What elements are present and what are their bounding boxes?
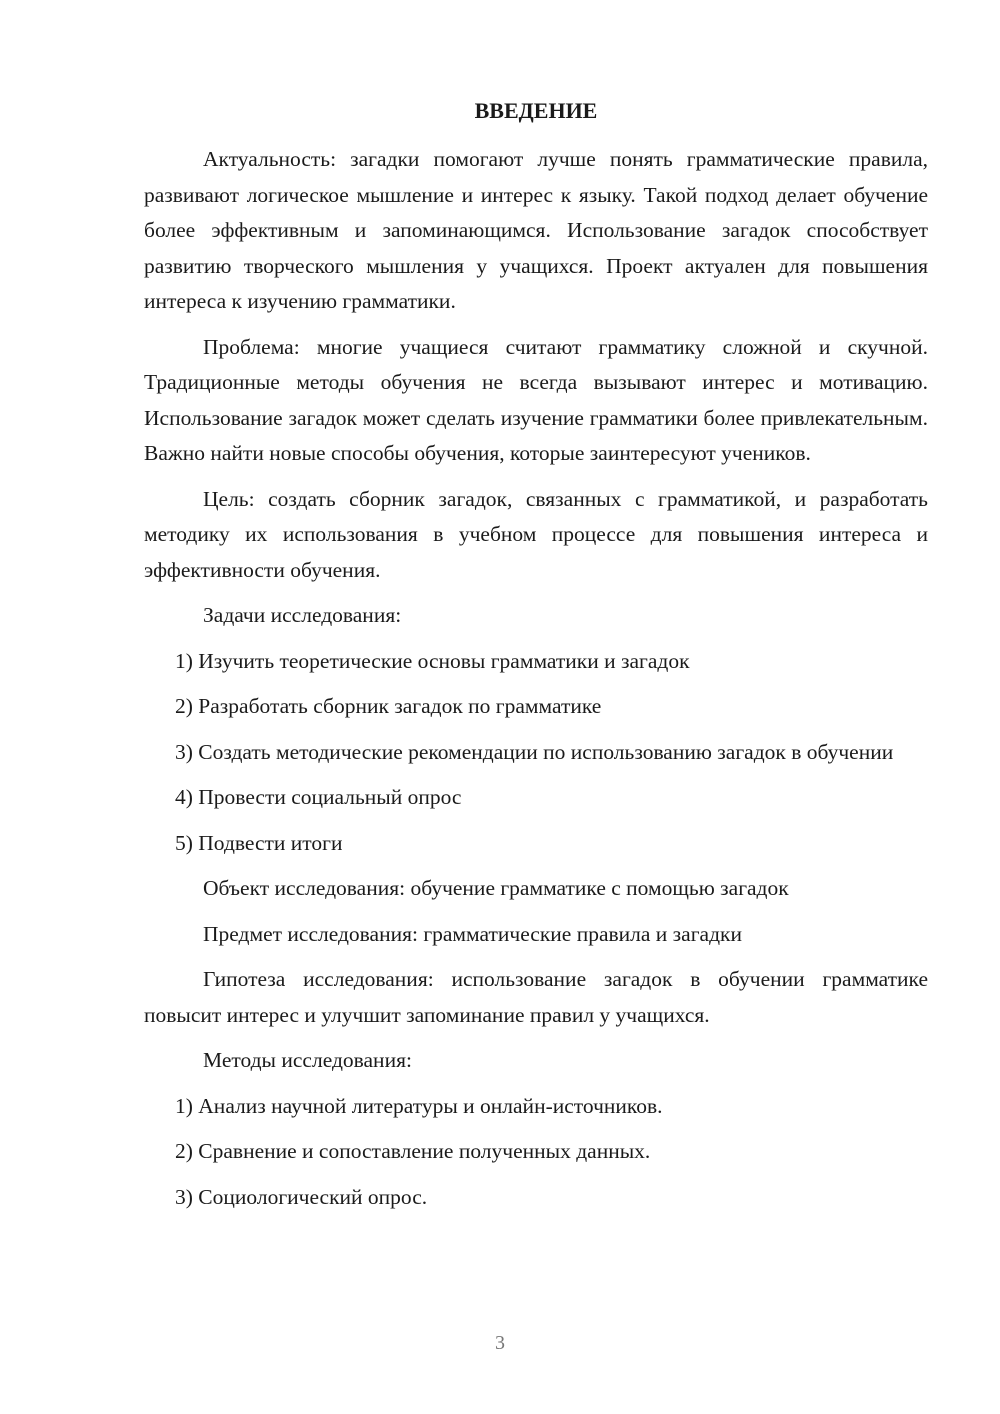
object-paragraph: Объект исследования: обучение грамматике с помощью загадок xyxy=(203,876,789,900)
method-item: 1) Анализ научной литературы и онлайн-источников. xyxy=(175,1093,663,1118)
hypothesis-paragraph: Гипотеза исследования: использование загадок в обучении грамматике повысит интерес и улучшит запоминание правил у учащихся. xyxy=(144,967,928,1027)
tasks-heading: Задачи исследования: xyxy=(203,603,402,627)
method-item: 2) Сравнение и сопоставление полученных данных. xyxy=(175,1139,651,1163)
task-item: 5) Подвести итоги xyxy=(175,830,343,855)
task-item: 2) Разработать сборник загадок по грамматике xyxy=(175,694,602,718)
subject-paragraph: Предмет исследования: грамматические правила и загадки xyxy=(203,921,742,946)
document-page xyxy=(144,96,928,1225)
task-item: 4) Провести социальный опрос xyxy=(175,785,462,809)
problem-paragraph: Проблема: многие учащиеся считают грамматику сложной и скучной. Традиционные методы обучения не всегда вызывают интерес и мотивацию. Использование загадок может сделать изучение грамматики более привлекательным. Важно найти новые способы обучения, которые заинтересуют учеников. xyxy=(144,334,928,465)
relevance-paragraph: Актуальность: загадки помогают лучше понять грамматические правила, развивают логическое мышление и интерес к языку. Такой подход делает обучение более эффективным и запоминающимся. Использование загадок способствует развитию творческого мышления у учащихся. Проект актуален для повышения интереса к изучению грамматики. xyxy=(144,147,928,313)
task-item: 3) Создать методические рекомендации по использованию загадок в обучении xyxy=(175,739,894,764)
section-heading: ВВЕДЕНИЕ xyxy=(474,98,598,123)
task-item: 1) Изучить теоретические основы грамматики и загадок xyxy=(175,648,690,673)
page-number: 3 xyxy=(495,1332,505,1354)
methods-heading: Методы исследования: xyxy=(203,1048,412,1072)
method-item: 3) Социологический опрос. xyxy=(175,1184,428,1209)
goal-paragraph: Цель: создать сборник загадок, связанных с грамматикой, и разработать методику их использования в учебном процессе для повышения интереса и эффективности обучения. xyxy=(144,486,928,582)
